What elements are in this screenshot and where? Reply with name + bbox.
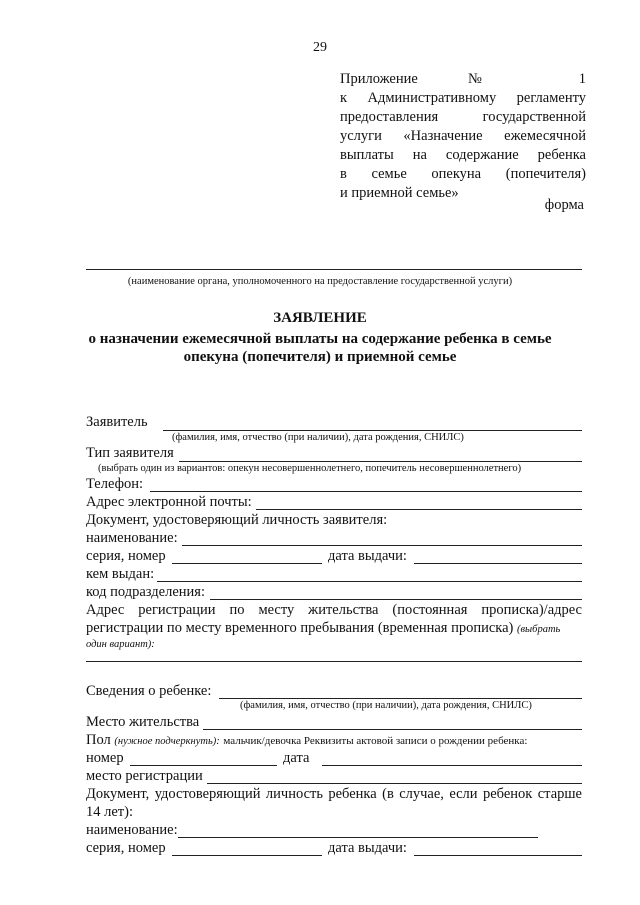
address-choose-hint: (выбрать (517, 624, 561, 635)
appendix-line: к Административному регламенту (340, 90, 586, 106)
authority-field[interactable] (86, 269, 582, 270)
applicant-dept-code-field[interactable] (210, 599, 582, 600)
child-id-doc-line1: Документ, удостоверяющий личность ребенка (в случае, если ребенок старше (86, 786, 582, 802)
applicant-series-label: серия, номер (86, 548, 166, 564)
appendix-line: услуги «Назначение ежемесячной (340, 128, 586, 144)
email-field[interactable] (256, 509, 582, 510)
child-registration-field[interactable] (207, 783, 582, 784)
child-label: Сведения о ребенке: (86, 683, 212, 699)
child-sex-hint: (нужное подчеркнуть): (114, 736, 220, 747)
applicant-caption: (фамилия, имя, отчество (при наличии), дата рождения, СНИЛС) (172, 432, 464, 443)
applicant-issue-date-field[interactable] (414, 563, 582, 564)
child-residence-label: Место жительства (86, 714, 200, 730)
address-line2-text: регистрации по месту временного пребывания (временная прописка) (86, 620, 514, 636)
child-id-doc-line2: 14 лет): (86, 804, 133, 820)
child-date-field[interactable] (322, 765, 582, 766)
form-label: форма (544, 197, 584, 213)
child-number-field[interactable] (130, 765, 277, 766)
child-series-label: серия, номер (86, 840, 166, 856)
phone-label: Телефон: (86, 476, 144, 492)
document-title: ЗАЯВЛЕНИЕ (273, 310, 367, 326)
appendix-line: и приемной семье» (340, 185, 459, 201)
child-registration-label: место регистрации (86, 768, 203, 784)
appendix-line: выплаты на содержание ребенка (340, 147, 586, 163)
child-sex-line (86, 732, 527, 749)
appendix-note (340, 70, 586, 203)
child-residence-field[interactable] (203, 729, 582, 730)
child-number-label: номер (86, 750, 124, 766)
appendix-line: в семье опекуна (попечителя) (340, 166, 586, 182)
phone-field[interactable] (150, 491, 582, 492)
child-sex-options[interactable]: мальчик/девочка Реквизиты актовой записи о рождении ребенка: (223, 735, 528, 747)
applicant-id-doc-label: Документ, удостоверяющий личность заявителя: (86, 512, 388, 528)
applicant-type-caption: (выбрать один из вариантов: опекун несовершеннолетнего, попечитель несовершеннолетнего) (98, 463, 522, 474)
address-field[interactable] (86, 661, 582, 662)
applicant-issued-by-field[interactable] (157, 581, 582, 582)
applicant-label: Заявитель (86, 414, 148, 430)
child-date-label: дата (283, 750, 310, 766)
child-issue-date-field[interactable] (414, 855, 582, 856)
child-issue-date-label: дата выдачи: (328, 840, 407, 856)
address-line2 (86, 620, 560, 637)
appendix-line: предоставления государственной (340, 109, 586, 125)
address-line1: Адрес регистрации по месту жительства (постоянная прописка)/адрес (86, 602, 582, 618)
address-choose-hint2: один вариант): (86, 639, 155, 650)
child-field[interactable] (219, 698, 582, 699)
child-caption: (фамилия, имя, отчество (при наличии), дата рождения, СНИЛС) (240, 700, 532, 711)
applicant-doc-name-label: наименование: (86, 530, 178, 546)
child-sex-label: Пол (86, 732, 111, 748)
child-doc-name-label: наименование: (86, 822, 178, 838)
applicant-field[interactable] (163, 430, 582, 431)
applicant-dept-code-label: код подразделения: (86, 584, 205, 600)
document-subtitle-line2: опекуна (попечителя) и приемной семье (183, 349, 457, 365)
authority-caption: (наименование органа, уполномоченного на предоставление государственной услуги) (127, 276, 513, 287)
applicant-type-label: Тип заявителя (86, 445, 174, 461)
applicant-issue-date-label: дата выдачи: (328, 548, 407, 564)
appendix-line: Приложение № 1 (340, 71, 586, 87)
applicant-series-field[interactable] (172, 563, 322, 564)
email-label: Адрес электронной почты: (86, 494, 252, 510)
child-series-field[interactable] (172, 855, 322, 856)
applicant-type-field[interactable] (179, 461, 582, 462)
applicant-doc-name-field[interactable] (182, 545, 582, 546)
child-doc-name-field[interactable] (178, 837, 538, 838)
document-subtitle-line1: о назначении ежемесячной выплаты на содержание ребенка в семье (88, 331, 552, 347)
page-number: 29 (313, 40, 327, 55)
applicant-issued-by-label: кем выдан: (86, 566, 155, 582)
